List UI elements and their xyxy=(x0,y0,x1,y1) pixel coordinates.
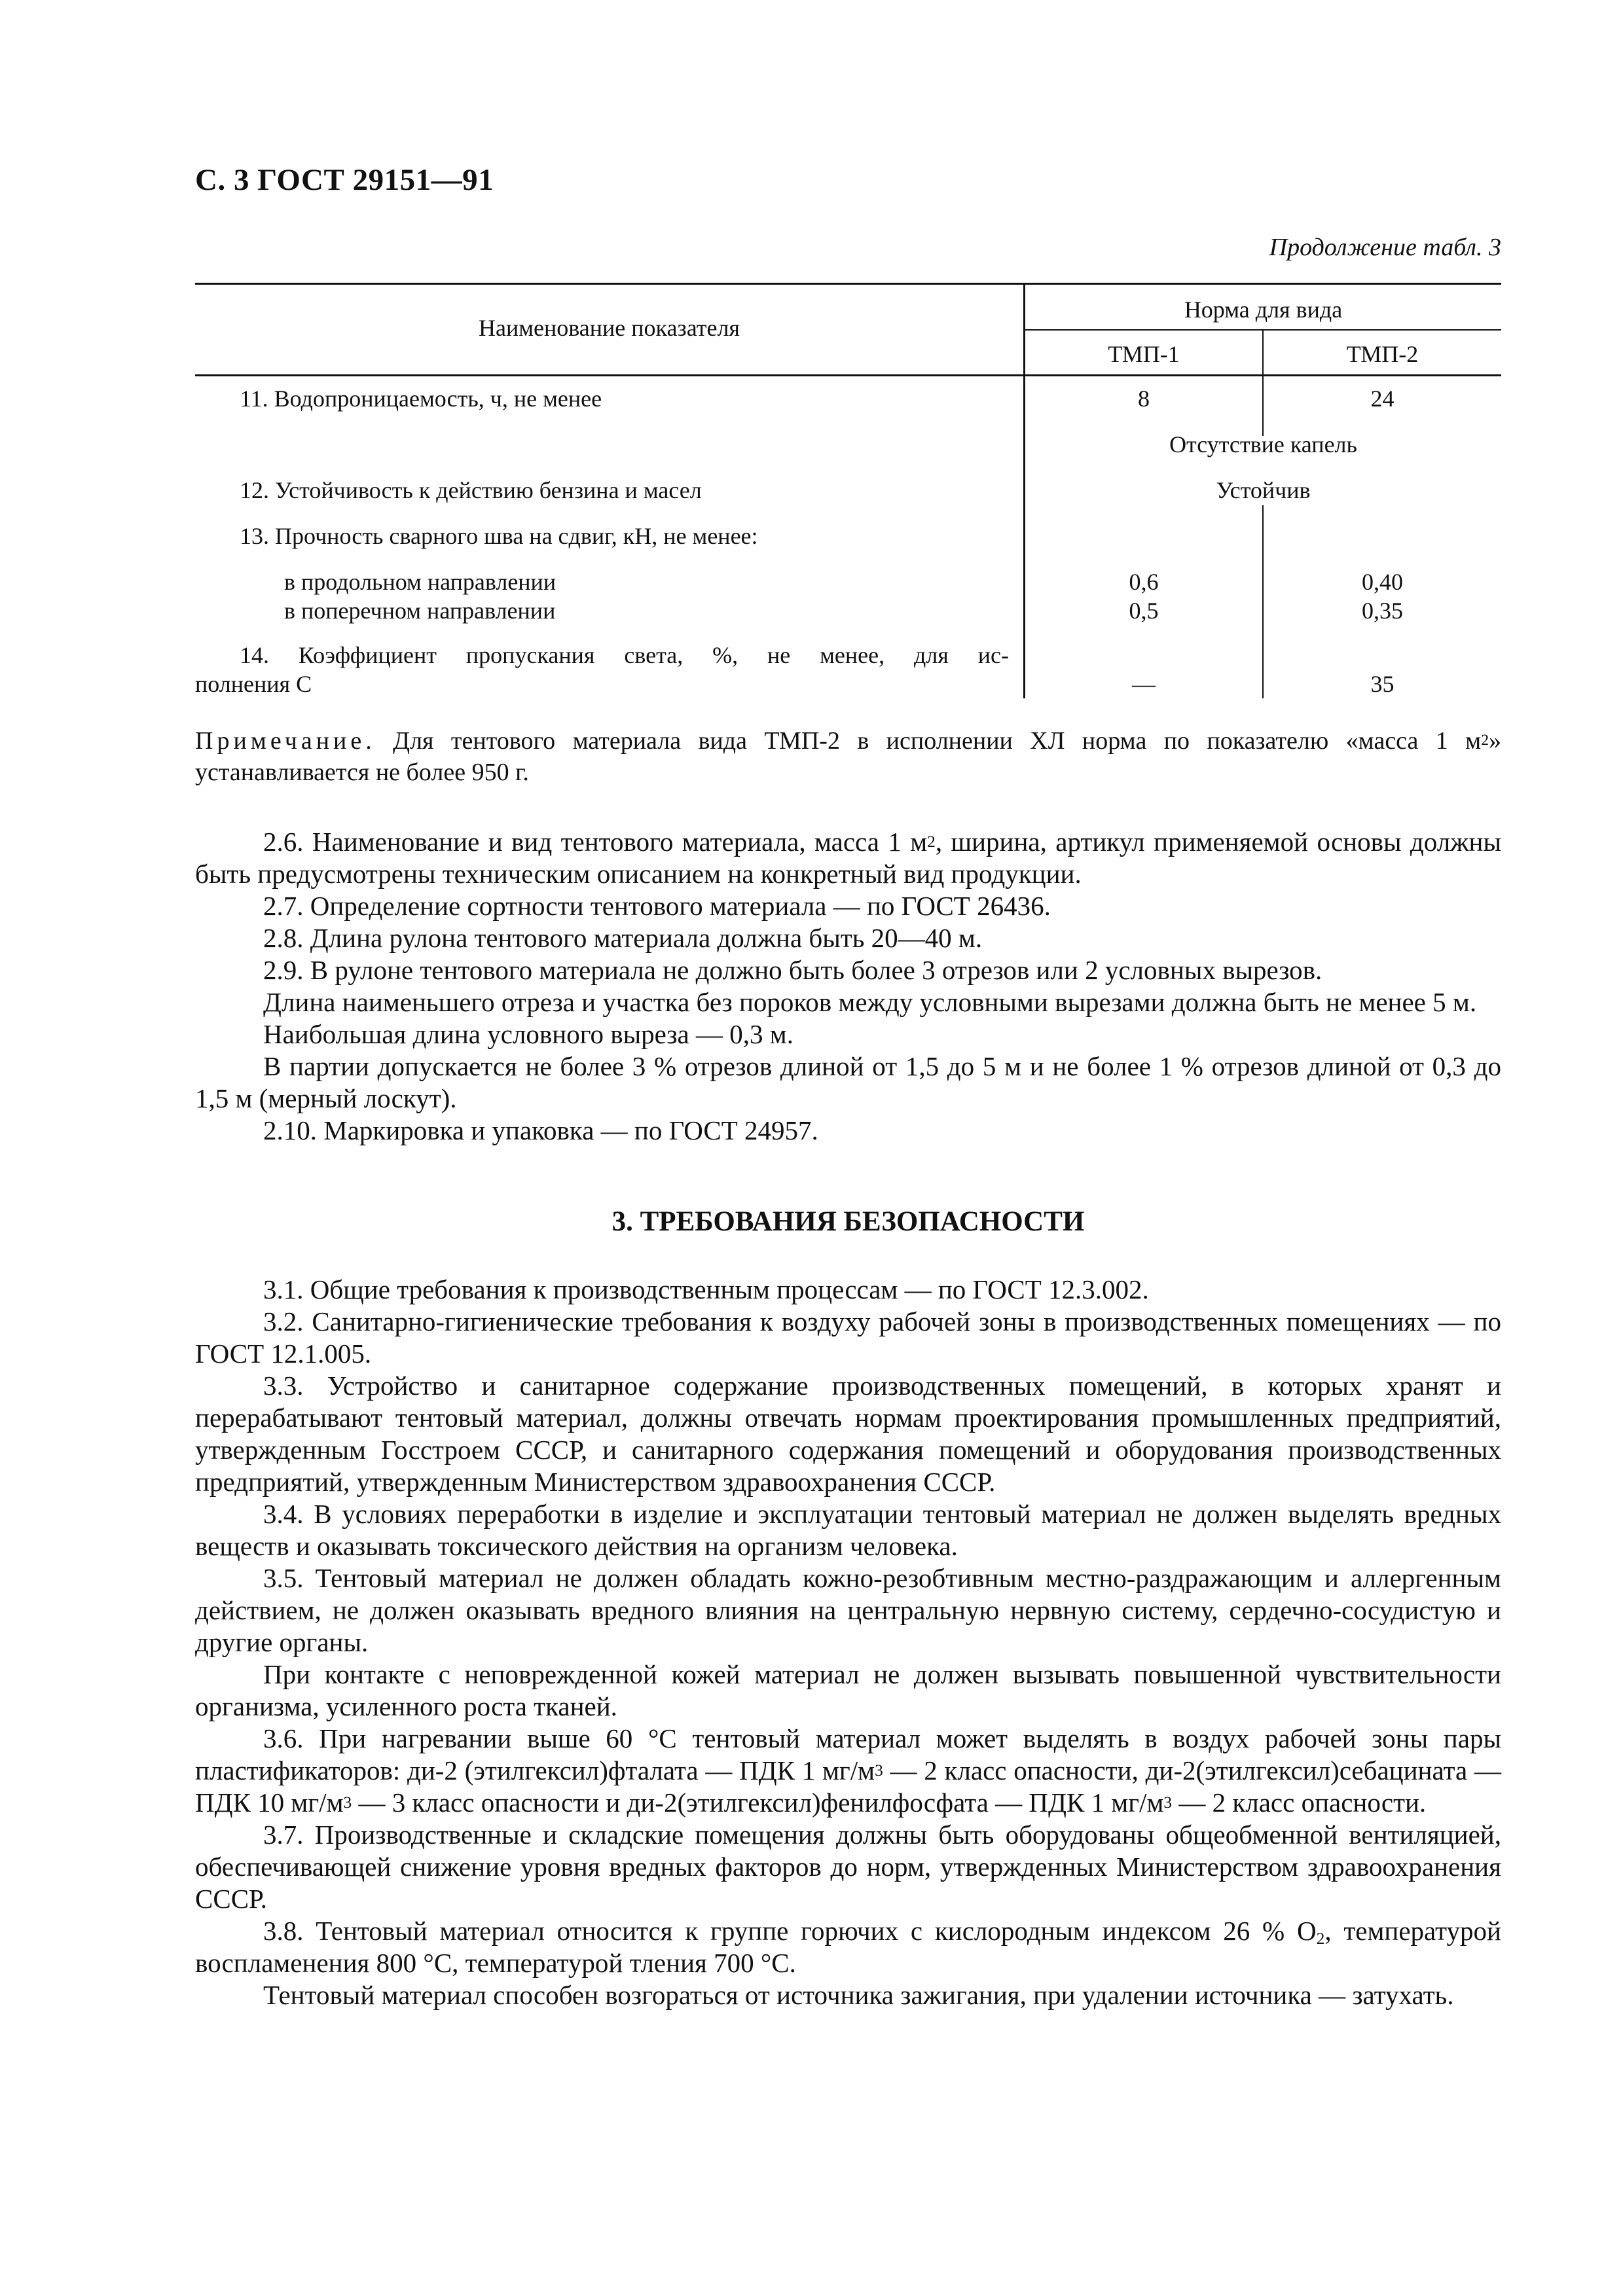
table-note xyxy=(195,725,1501,789)
p38b-text: Тентовый материал способен возгораться от источника зажигания, при удалении источника — затухать. xyxy=(263,1980,1454,2010)
col-name-header: Наименование показателя xyxy=(479,315,740,341)
p29-text: 2.9. В рулоне тентового материала не должно быть более 3 отрезов или 2 условных вырезов. xyxy=(263,955,1322,985)
p36-text-d: — 2 класс опасности. xyxy=(1172,1787,1427,1818)
p35b-text: При контакте с неповрежденной кожей материал не должен вызывать повышенной чувствительности организма, усиленного роста тканей. xyxy=(195,1659,1501,1721)
row-13b-type2-value: 0,35 xyxy=(1362,598,1403,624)
p29b-text: Длина наименьшего отреза и участка без пороков между условными вырезами должна быть не менее 5 м. xyxy=(263,987,1477,1017)
paragraph-3-8 xyxy=(195,1915,1501,1979)
p36-sup-1: 3 xyxy=(875,1761,883,1780)
p38-text-a: 3.8. Тентовый материал относится к группе горючих с кислородным индексом 26 % O xyxy=(263,1916,1317,1946)
type-2-header: ТМП-2 xyxy=(1346,341,1419,367)
p38-text-b: , температурой воспламенения 800 °С, температурой тления 700 °С. xyxy=(195,1916,1502,1978)
p36-text-b: — 2 класс опасности, ди-2(этилгексил)себацината — ПДК 10 мг/м xyxy=(195,1755,1501,1818)
paragraph-3-8-b xyxy=(195,1979,1501,2011)
note-label: Примечание. xyxy=(195,727,376,755)
p36-sup-2: 3 xyxy=(343,1793,352,1812)
row-12-label: 12. Устойчивость к действию бензина и масел xyxy=(240,477,702,503)
row-14-type2-value: 35 xyxy=(1370,671,1395,697)
paragraph-2-8 xyxy=(195,922,1501,954)
section-3-header xyxy=(195,1206,1501,1238)
table-header-bottom-rule xyxy=(195,374,1501,376)
row-11-type2-value: 24 xyxy=(1370,386,1395,412)
p27-text: 2.7. Определение сортности тентового материала — по ГОСТ 26436. xyxy=(263,891,1051,921)
paragraph-3-1 xyxy=(195,1274,1501,1306)
p34-text: 3.4. В условиях переработки в изделие и эксплуатации тентовый материал не должен выделять вредных веществ и оказывать токсического действия на организм человека. xyxy=(195,1499,1501,1561)
note-sup: 2 xyxy=(1481,732,1489,749)
row-12-value: Устойчив xyxy=(1216,477,1311,503)
table-top-rule xyxy=(195,283,1501,285)
row-13a-label: в продольном направлении xyxy=(284,569,556,595)
row-14-type1-value: — xyxy=(1132,671,1156,697)
p36-text-c: — 3 класс опасности и ди-2(этилгексил)фенилфосфата — ПДК 1 мг/м xyxy=(352,1787,1164,1818)
p210-text: 2.10. Маркировка и упаковка — по ГОСТ 24957. xyxy=(263,1115,818,1145)
paragraph-3-4 xyxy=(195,1498,1501,1562)
row-13-label: 13. Прочность сварного шва на сдвиг, кН, не менее: xyxy=(240,523,758,549)
section-3-title: 3. ТРЕБОВАНИЯ БЕЗОПАСНОСТИ xyxy=(611,1206,1085,1237)
paragraph-2-7 xyxy=(195,890,1501,922)
paragraph-2-9-c xyxy=(195,1018,1501,1050)
row-13b-label: в поперечном направлении xyxy=(284,598,556,624)
row-14-label-line1: 14. Коэффициент пропускания света, %, не менее, для ис- xyxy=(240,642,1009,668)
page-header: С. 3 ГОСТ 29151—91 xyxy=(195,163,494,197)
paragraph-3-5 xyxy=(195,1562,1501,1659)
p28-text: 2.8. Длина рулона тентового материала должна быть 20—40 м. xyxy=(263,923,983,953)
paragraph-3-3 xyxy=(195,1370,1501,1498)
note-text-a: Для тентового материала вида ТМП-2 в исполнении ХЛ норма по показателю «масса 1 м xyxy=(393,727,1482,755)
row-11-label: 11. Водопроницаемость, ч, не менее xyxy=(240,386,602,412)
norms-table xyxy=(195,283,1501,698)
p35-text: 3.5. Тентовый материал не должен обладать кожно-резобтивным местно-раздражающим и аллергенным действием, не должен оказывать вредного влияния на центральную нервную систему, сердечно-сосудистую и другие органы. xyxy=(195,1563,1501,1657)
section-3-body xyxy=(195,1274,1501,2011)
row-13b-type1-value: 0,5 xyxy=(1129,598,1159,624)
p37-text: 3.7. Производственные и складские помещения должны быть оборудованы общеобменной вентиляцией, обеспечивающей снижение уровня вредных факторов до норм, утвержденных Министерством здравоохранения СССР. xyxy=(195,1820,1501,1914)
p36-sup-3: 3 xyxy=(1163,1793,1173,1812)
p29c-text: Наибольшая длина условного выреза — 0,3 м. xyxy=(263,1019,793,1049)
row-14-label-line2: полнения С xyxy=(195,671,312,697)
p38-sub: 2 xyxy=(1316,1929,1325,1948)
row-11-note: Отсутствие капель xyxy=(1169,431,1357,457)
paragraph-3-7 xyxy=(195,1819,1501,1915)
section-2-body xyxy=(195,826,1501,1147)
norm-header: Норма для вида xyxy=(1184,296,1343,323)
p26-sup: 2 xyxy=(927,832,936,851)
p32-text: 3.2. Санитарно-гигиенические требования к воздуху рабочей зоны в производственных помещениях — по ГОСТ 12.1.005. xyxy=(195,1306,1501,1369)
paragraph-2-10 xyxy=(195,1115,1501,1147)
paragraph-2-9-b xyxy=(195,986,1501,1018)
row-13a-type2-value: 0,40 xyxy=(1362,569,1403,595)
paragraph-3-2 xyxy=(195,1306,1501,1370)
p36-text-a: 3.6. При нагревании выше 60 °С тентовый материал может выделять в воздух рабочей зоны пары пластификаторов: ди-2 (этилгексил)фталата — ПДК 1 мг/м xyxy=(195,1723,1501,1785)
paragraph-2-9-d xyxy=(195,1050,1501,1115)
p31-text: 3.1. Общие требования к производственным процессам — по ГОСТ 12.3.002. xyxy=(263,1274,1149,1304)
p33-text: 3.3. Устройство и санитарное содержание производственных помещений, в которых хранят и перерабатывают тентовый материал, должны отвечать нормам проектирования промышленных предприятий, утвержденным Госстроем СССР, и санитарного содержания помещений и оборудования производственных предприятий, утвержденным Министерством здравоохранения СССР. xyxy=(195,1371,1501,1497)
row-11-type1-value: 8 xyxy=(1138,386,1150,412)
p26-text-b: , ширина, артикул применяемой основы должны быть предусмотрены техническим описанием на конкретный вид продукции. xyxy=(195,827,1501,889)
paragraph-2-6 xyxy=(195,826,1501,890)
p29d-text: В партии допускается не более 3 % отрезов длиной от 1,5 до 5 м и не более 1 % отрезов длиной от 0,3 до 1,5 м (мерный лоскут). xyxy=(195,1051,1501,1113)
table-continuation-label: Продолжение табл. 3 xyxy=(1269,234,1501,261)
note-text-b: » устанавливается не более 950 г. xyxy=(195,727,1501,787)
type-1-header: ТМП-1 xyxy=(1108,341,1180,367)
paragraph-2-9 xyxy=(195,954,1501,986)
row-13a-type1-value: 0,6 xyxy=(1129,569,1159,595)
paragraph-3-6 xyxy=(195,1723,1501,1819)
paragraph-3-5-b xyxy=(195,1659,1501,1723)
p26-text-a: 2.6. Наименование и вид тентового материала, масса 1 м xyxy=(263,827,928,857)
